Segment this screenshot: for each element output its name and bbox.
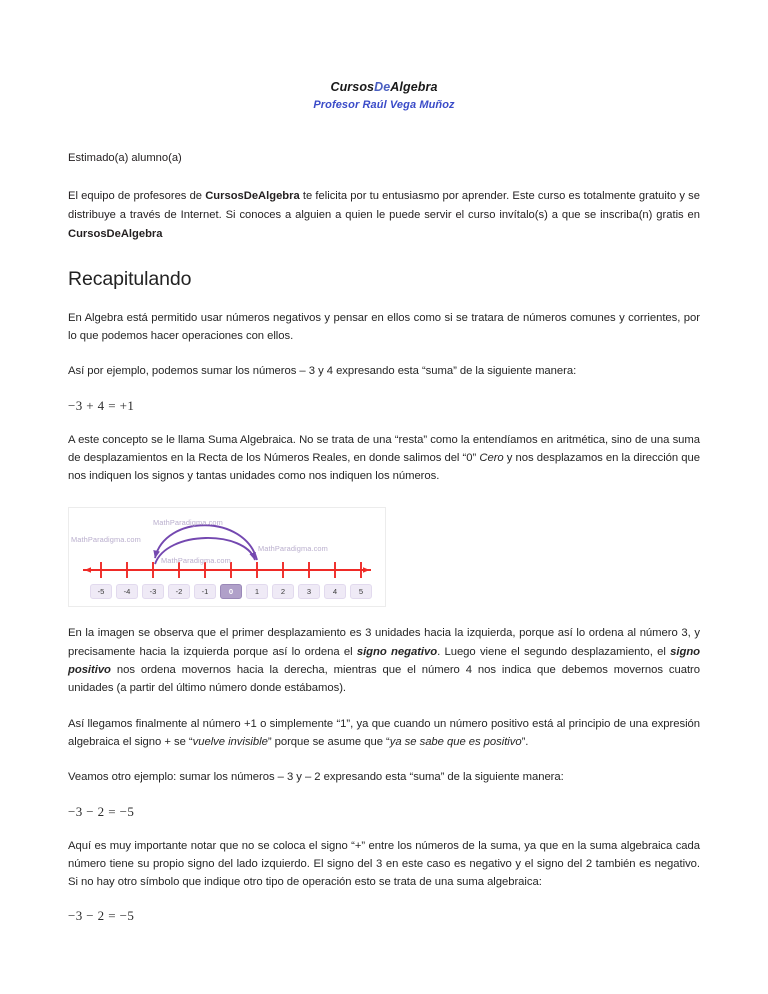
brand-title-part3: Algebra xyxy=(390,80,438,94)
paragraph-4-text-2: . Luego viene el segundo desplazamiento, el xyxy=(437,645,671,658)
intro-paragraph xyxy=(68,187,700,245)
paragraph-4-text-1: En la imagen se observa que el primer desplazamiento es 3 unidades hacia la izquierda, porque así lo ordena al número 3, y precisamente hacia la izquierda porque así lo ordena el xyxy=(68,627,700,658)
paragraph-3-italic-1: Cero xyxy=(479,451,504,464)
paragraph-4-emphasis-1: signo negativo xyxy=(356,645,438,658)
paragraph-4-emphasis-2: signo positivo xyxy=(68,645,701,677)
watermark-3: MathParadigma.com xyxy=(161,556,231,566)
number-box--2: -2 xyxy=(168,584,190,599)
paragraph-3-text-2: y nos desplazamos en la dirección que nos indiquen los signos y tantas unidades como nos indiquen los números. xyxy=(68,451,700,483)
paragraph-5-text-2: ” porque se asume que “ xyxy=(267,735,390,748)
number-box--5: -5 xyxy=(90,584,112,599)
number-box--1: -1 xyxy=(194,584,216,599)
equation-2: −3 − 2 = −5 xyxy=(68,803,135,819)
number-line-figure xyxy=(68,507,386,607)
number-box-0: 0 xyxy=(220,584,242,599)
arc-positive-displacement xyxy=(155,538,255,564)
brand-title xyxy=(68,79,700,96)
watermark-1: MathParadigma.com xyxy=(71,535,141,545)
brand-title-part2: De xyxy=(374,80,391,94)
paragraph-5-italic-2: ya se sabe que es positivo xyxy=(389,735,522,748)
equation-1: −3 + 4 = +1 xyxy=(68,397,135,413)
author-subtitle: Profesor Raúl Vega Muñoz xyxy=(313,98,455,111)
intro-text-1: El equipo de profesores de xyxy=(68,189,206,202)
number-box-3: 3 xyxy=(298,584,320,599)
paragraph-5 xyxy=(68,715,700,752)
paragraph-6: Veamos otro ejemplo: sumar los números – 3 y – 2 expresando esta “suma” de la siguiente manera: xyxy=(68,771,564,784)
number-box-5: 5 xyxy=(350,584,372,599)
paragraph-5-text-1: Así llegamos finalmente al número +1 o simplemente “1”, ya que cuando un número positivo está al principio de una expresión algebraica el signo + se “ xyxy=(68,717,700,748)
number-box--3: -3 xyxy=(142,584,164,599)
paragraph-4 xyxy=(68,624,700,697)
paragraph-7: Aquí es muy importante notar que no se coloca el signo “+” entre los números de la suma, ya que en la suma algebraica cada número tiene su propio signo del lado izquierdo. El signo del 3 en este caso es negativo y el signo del 2 también es negativo. Si no hay otro símbolo que indique otro tipo de operación esto se trata de una suma algebraica: xyxy=(68,839,700,889)
number-box-2: 2 xyxy=(272,584,294,599)
watermark-2: MathParadigma.com xyxy=(153,518,223,528)
paragraph-5-italic-1: vuelve invisible xyxy=(192,735,268,748)
arc-negative-displacement xyxy=(155,526,257,561)
intro-brand-1: CursosDeAlgebra xyxy=(205,189,300,202)
paragraph-2: Así por ejemplo, podemos sumar los números – 3 y 4 expresando esta “suma” de la siguiente manera: xyxy=(68,365,577,378)
paragraph-5-text-3: ”. xyxy=(521,735,529,748)
equation-3: −3 − 2 = −5 xyxy=(68,908,135,924)
salutation-text: Estimado(a) alumno(a) xyxy=(68,151,182,164)
document-header xyxy=(68,0,700,113)
intro-text-2: te felicita por tu entusiasmo por aprender. Este curso es totalmente gratuito y se distribuye a través de Internet. Si conoces a alguien a quien le puede servir el curso invítalo(s) a que se inscriba(n) gratis en xyxy=(68,189,700,221)
number-box--4: -4 xyxy=(116,584,138,599)
paragraph-3 xyxy=(68,431,700,486)
section-heading: Recapitulando xyxy=(68,268,192,291)
intro-brand-2: CursosDeAlgebra xyxy=(68,228,163,241)
number-box-1: 1 xyxy=(246,584,268,599)
paragraph-3-text-1: A este concepto se le llama Suma Algebraica. No se trata de una “resta” como la entendíamos en aritmética, sino de una suma de desplazamientos en la Recta de los Números Reales, en donde salimos del “0” xyxy=(68,433,700,464)
number-box-4: 4 xyxy=(324,584,346,599)
brand-title-part1: Cursos xyxy=(330,80,375,94)
paragraph-1: En Algebra está permitido usar números negativos y pensar en ellos como si se tratara de números comunes y corrientes, por lo que podemos hacer operaciones con ellos. xyxy=(68,311,700,342)
paragraph-4-text-3: nos ordena movernos hacia la derecha, mientras que el número 4 nos indica que debemos movernos cuatro unidades (a partir del último número donde estábamos). xyxy=(68,664,700,695)
figure-container xyxy=(68,507,700,607)
watermark-4: MathParadigma.com xyxy=(258,544,328,554)
